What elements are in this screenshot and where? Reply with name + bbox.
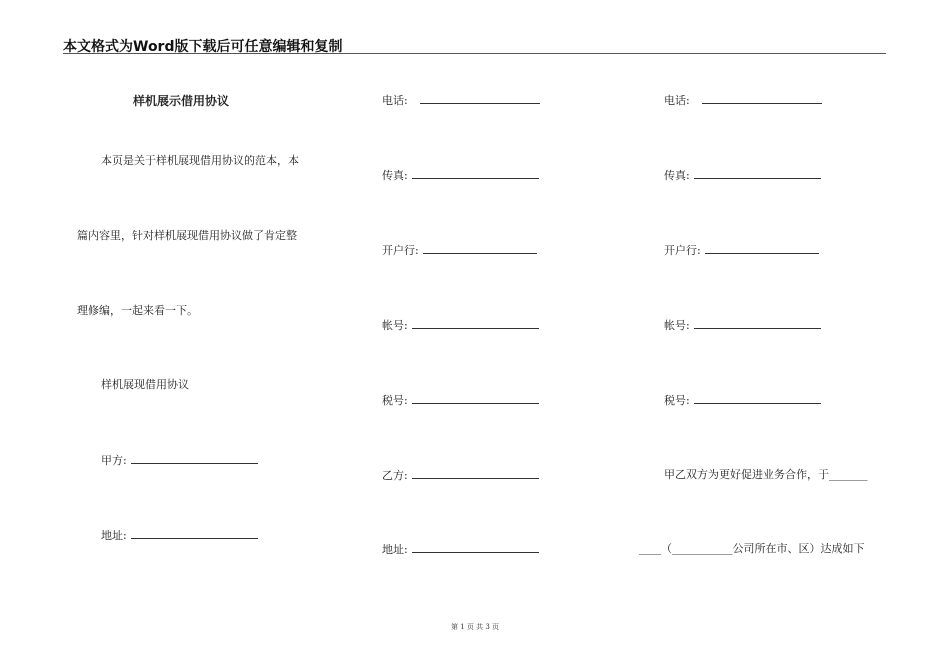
page-header [63, 36, 886, 54]
party-b-tax-blank [694, 393, 821, 404]
party-b-fax-label: 传真: [664, 169, 690, 182]
party-a-field [101, 453, 258, 468]
party-b-fax-blank [694, 168, 821, 179]
party-b-account-blank [694, 318, 821, 329]
party-a-bank-label: 开户行: [382, 244, 419, 257]
party-b-bank-field [664, 243, 819, 258]
party-b-address-field [382, 542, 539, 557]
party-a-fax-label: 传真: [382, 169, 408, 182]
party-a-bank-field [382, 243, 537, 258]
party-a-address-label: 地址: [101, 529, 127, 542]
party-a-blank [131, 453, 258, 464]
party-a-account-blank [412, 318, 539, 329]
party-b-address-label: 地址: [382, 543, 408, 556]
party-a-fax-blank [412, 168, 539, 179]
document-title: 样机展示借用协议 [133, 94, 230, 108]
party-b-label: 乙方: [382, 469, 408, 482]
party-b-tax-field [664, 393, 821, 408]
party-a-label: 甲方: [101, 454, 127, 467]
party-b-account-field [664, 318, 821, 333]
intro-paragraph-line-1: 本页是关于样机展现借用协议的范本，本 [101, 154, 299, 167]
intro-paragraph-line-3: 理修编，一起来看一下。 [77, 304, 198, 317]
party-b-account-label: 帐号: [664, 319, 690, 332]
party-a-bank-blank [423, 243, 537, 254]
party-a-phone-label: 电话: [382, 94, 408, 107]
agreement-preamble-line-1: 甲乙双方为更好促进业务合作，于_______ [664, 468, 868, 481]
party-b-phone-blank [702, 93, 822, 104]
party-a-tax-label: 税号: [382, 394, 408, 407]
page-footer: 第 1 页 共 3 页 [450, 623, 500, 631]
party-a-tax-field [382, 393, 539, 408]
party-a-address-blank [131, 528, 258, 539]
party-a-account-label: 帐号: [382, 319, 408, 332]
intro-paragraph-line-2: 篇内容里，针对样机展现借用协议做了肯定整 [77, 229, 297, 242]
party-b-address-blank [412, 542, 539, 553]
party-a-address-field [101, 528, 258, 543]
party-b-tax-label: 税号: [664, 394, 690, 407]
party-b-bank-label: 开户行: [664, 244, 701, 257]
party-b-bank-blank [705, 243, 819, 254]
party-a-account-field [382, 318, 539, 333]
agreement-subtitle: 样机展现借用协议 [101, 378, 189, 391]
party-a-fax-field [382, 168, 539, 183]
header-title: 本文格式为Word版下载后可任意编辑和复制 [63, 39, 343, 55]
party-b-phone-field [664, 93, 822, 108]
party-b-blank [412, 468, 539, 479]
party-b-field [382, 468, 539, 483]
party-b-phone-label: 电话: [664, 94, 690, 107]
party-a-phone-blank [420, 93, 540, 104]
party-b-fax-field [664, 168, 821, 183]
agreement-preamble-line-2: ____（___________公司所在市、区）达成如下 [639, 542, 865, 555]
party-a-phone-field [382, 93, 540, 108]
party-a-tax-blank [412, 393, 539, 404]
